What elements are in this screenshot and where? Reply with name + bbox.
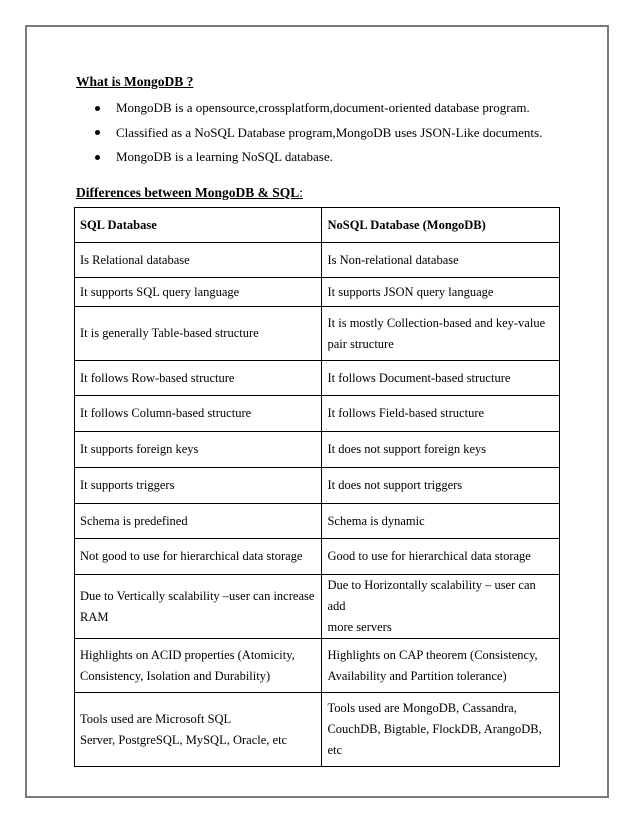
table-row xyxy=(75,693,560,767)
sql-cell: Tools used are Microsoft SQL Server, PostgreSQL, MySQL, Oracle, etc xyxy=(75,693,322,767)
table-row xyxy=(75,639,560,693)
bullet-icon xyxy=(95,155,100,160)
nosql-cell: It does not support triggers xyxy=(322,468,560,504)
sql-cell: It supports foreign keys xyxy=(75,432,322,468)
table-row xyxy=(75,278,560,307)
sql-cell: It supports SQL query language xyxy=(75,278,322,307)
bullet-icon xyxy=(95,106,100,111)
sql-cell: It is generally Table-based structure xyxy=(75,307,322,361)
table-row xyxy=(75,432,560,468)
sql-cell: Due to Vertically scalability –user can increase RAM xyxy=(75,575,322,639)
bullet-icon xyxy=(95,130,100,135)
nosql-cell: It is mostly Collection-based and key-value pair structure xyxy=(322,307,560,361)
sql-cell: It supports triggers xyxy=(75,468,322,504)
header-nosql: NoSQL Database (MongoDB) xyxy=(322,208,560,243)
sql-cell: It follows Column-based structure xyxy=(75,396,322,432)
bullet-text: MongoDB is a learning NoSQL database. xyxy=(116,149,333,165)
mongodb-bullet-list xyxy=(90,96,542,170)
nosql-cell: Highlights on CAP theorem (Consistency, Availability and Partition tolerance) xyxy=(322,639,560,693)
bullet-text: Classified as a NoSQL Database program,MongoDB uses JSON-Like documents. xyxy=(116,124,543,140)
table-row xyxy=(75,361,560,396)
nosql-cell: Is Non-relational database xyxy=(322,243,560,278)
table-row xyxy=(75,243,560,278)
mongodb-heading: What is MongoDB ? xyxy=(76,74,194,89)
table-row xyxy=(75,504,560,539)
table-row xyxy=(75,575,560,639)
bullet-text: MongoDB is a opensource,crossplatform,document-oriented database program. xyxy=(116,100,530,116)
table-row xyxy=(75,396,560,432)
list-item xyxy=(90,96,542,121)
differences-heading-colon: : xyxy=(299,185,303,200)
differences-heading-text: Differences between MongoDB & SQL xyxy=(76,185,300,200)
list-item xyxy=(90,121,542,146)
nosql-cell: Due to Horizontally scalability – user can add more servers xyxy=(322,575,560,639)
sql-cell: It follows Row-based structure xyxy=(75,361,322,396)
nosql-cell: Schema is dynamic xyxy=(322,504,560,539)
table-row xyxy=(75,539,560,575)
nosql-cell: It follows Field-based structure xyxy=(322,396,560,432)
nosql-cell: It follows Document-based structure xyxy=(322,361,560,396)
table-header-row xyxy=(75,208,560,243)
nosql-cell: It supports JSON query language xyxy=(322,278,560,307)
nosql-cell: Tools used are MongoDB, Cassandra, CouchDB, Bigtable, FlockDB, ArangoDB, etc xyxy=(322,693,560,767)
table-row xyxy=(75,307,560,361)
nosql-cell: It does not support foreign keys xyxy=(322,432,560,468)
differences-heading xyxy=(76,185,303,201)
sql-cell: Not good to use for hierarchical data storage xyxy=(75,539,322,575)
sql-cell: Schema is predefined xyxy=(75,504,322,539)
sql-cell: Is Relational database xyxy=(75,243,322,278)
nosql-cell: Good to use for hierarchical data storage xyxy=(322,539,560,575)
comparison-table xyxy=(74,207,560,767)
header-sql: SQL Database xyxy=(75,208,322,243)
table-row xyxy=(75,468,560,504)
list-item xyxy=(90,145,542,170)
sql-cell: Highlights on ACID properties (Atomicity, Consistency, Isolation and Durability) xyxy=(75,639,322,693)
